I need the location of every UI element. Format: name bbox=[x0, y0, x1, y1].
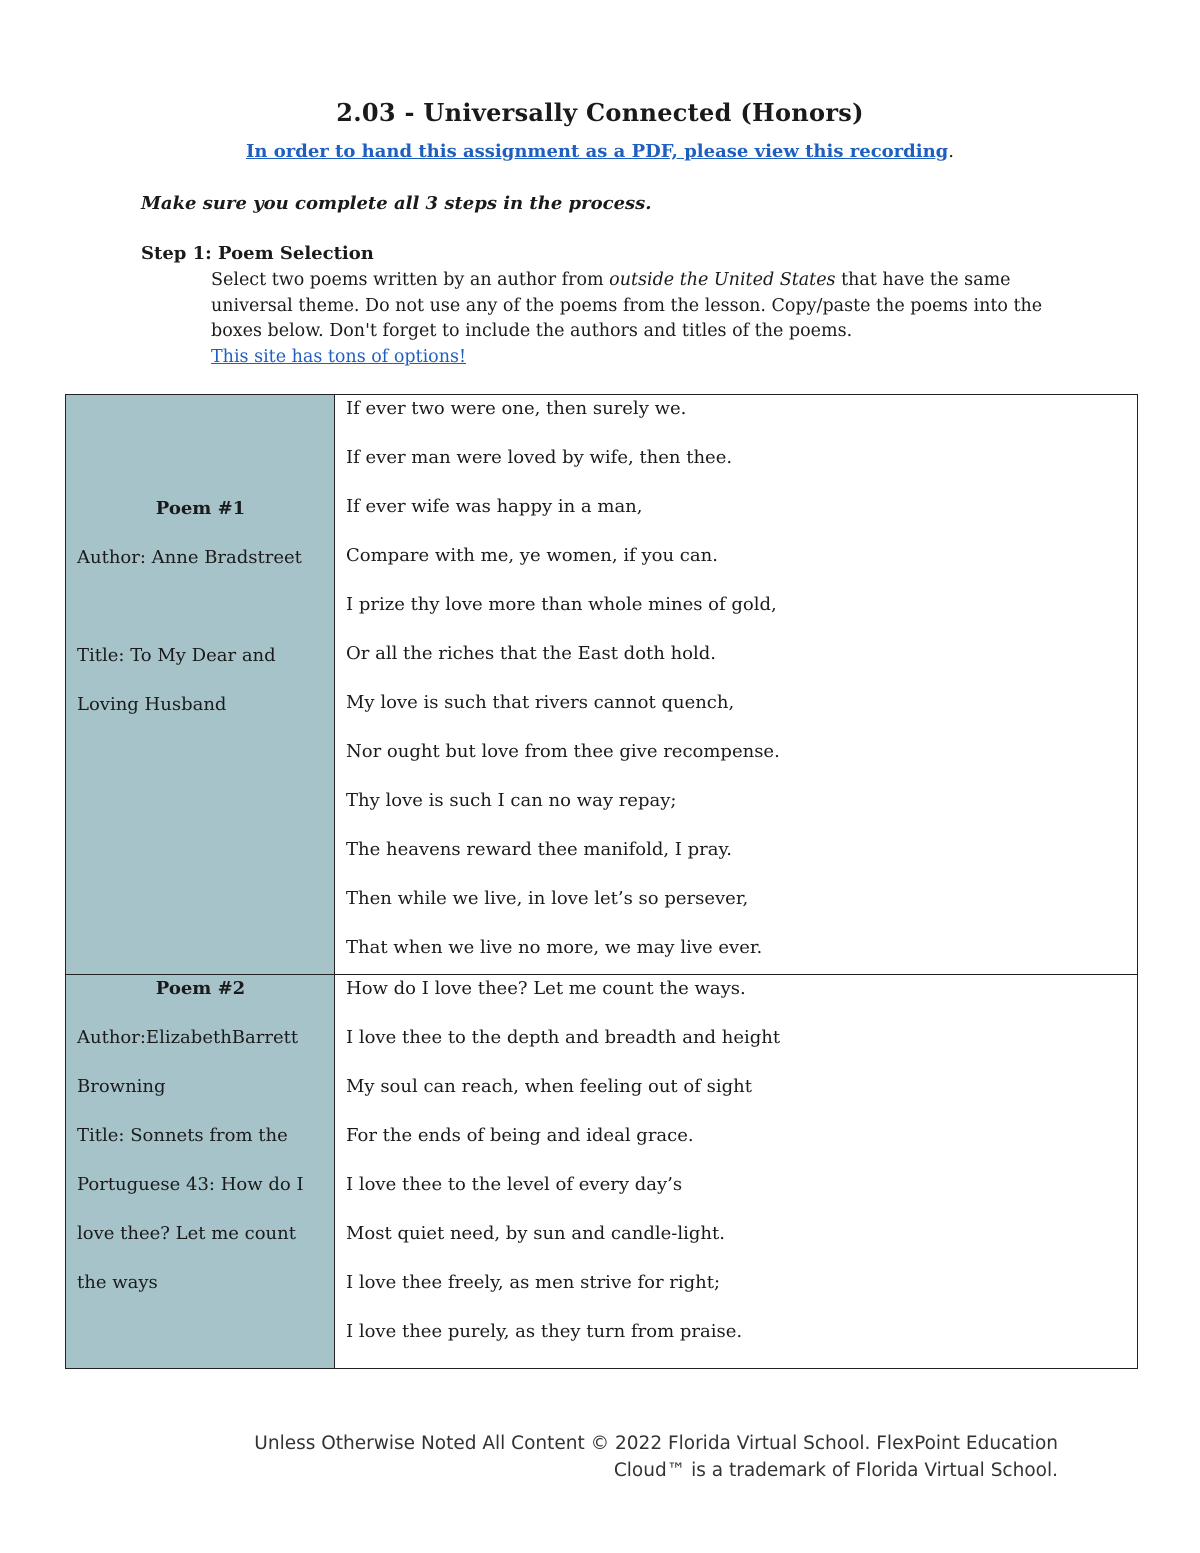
poem2-title-line1: Title: Sonnets from the bbox=[77, 1125, 288, 1146]
poem1-title-line1: Title: To My Dear and bbox=[77, 645, 276, 666]
page-title: 2.03 - Universally Connected (Honors) bbox=[336, 98, 864, 127]
blank-line bbox=[77, 582, 324, 631]
poem-line: Or all the riches that the East doth hold. bbox=[346, 643, 717, 664]
poem-line: Most quiet need, by sun and candle-light. bbox=[346, 1223, 725, 1244]
pdf-recording-link[interactable]: In order to hand this assignment as a PDF, please view this recording bbox=[246, 141, 949, 162]
poem-line: I love thee freely, as men strive for right; bbox=[346, 1272, 721, 1293]
poem-line: The heavens reward thee manifold, I pray. bbox=[346, 839, 732, 860]
poem2-title-line2: Portuguese 43: How do I bbox=[77, 1174, 304, 1195]
poem1-text-cell[interactable] bbox=[335, 395, 1138, 975]
poem1-label: Poem #1 bbox=[155, 498, 246, 519]
footer-line1: Unless Otherwise Noted All Content © 2022 Florida Virtual School. FlexPoint Education bbox=[254, 1433, 1058, 1454]
poem2-author-line1: Author:ElizabethBarrett bbox=[77, 1027, 299, 1048]
poem-line: I love thee to the level of every day’s bbox=[346, 1174, 683, 1195]
poem-line: If ever man were loved by wife, then thee. bbox=[346, 447, 733, 468]
poem-line: My love is such that rivers cannot quench, bbox=[346, 692, 735, 713]
step1-body bbox=[211, 268, 1091, 370]
poem-row-2 bbox=[66, 975, 1138, 1369]
poem2-author-line2: Browning bbox=[77, 1076, 166, 1097]
poem-line: My soul can reach, when feeling out of sight bbox=[346, 1076, 752, 1097]
step1-text-part2: that have the same universal theme. Do not use any of the poems from the lesson. Copy/paste the poems into the boxes below. Don't forget to include the authors and titles of the poems. bbox=[211, 270, 1043, 341]
poem2-title-line3: love thee? Let me count bbox=[77, 1223, 296, 1244]
pdf-instructions-line bbox=[0, 141, 1200, 162]
poem2-lines bbox=[335, 964, 1137, 1356]
poem-line: Thy love is such I can no way repay; bbox=[346, 790, 677, 811]
poem-line: I love thee to the depth and breadth and height bbox=[346, 1027, 781, 1048]
poem-line: Nor ought but love from thee give recompense. bbox=[346, 741, 780, 762]
poem-line: Compare with me, ye women, if you can. bbox=[346, 545, 718, 566]
poem1-info-cell bbox=[66, 395, 335, 975]
poem-line: How do I love thee? Let me count the ways. bbox=[346, 978, 746, 999]
poem-row-1 bbox=[66, 395, 1138, 975]
poem1-lines bbox=[335, 384, 1137, 974]
step1-description bbox=[211, 268, 1091, 345]
poem-line: Then while we live, in love let’s so persever, bbox=[346, 888, 749, 909]
poem1-author: Author: Anne Bradstreet bbox=[77, 547, 302, 568]
step1-text-italic: outside the United States bbox=[609, 270, 836, 290]
pdf-link-suffix: . bbox=[948, 141, 954, 162]
poem-line: If ever two were one, then surely we. bbox=[346, 398, 687, 419]
poem2-label: Poem #2 bbox=[155, 978, 246, 999]
step1-heading: Step 1: Poem Selection bbox=[141, 243, 374, 264]
poem-line: For the ends of being and ideal grace. bbox=[346, 1125, 694, 1146]
step1-text-part1: Select two poems written by an author from bbox=[211, 270, 610, 290]
steps-instruction: Make sure you complete all 3 steps in the process. bbox=[141, 193, 652, 214]
poem-line: I love thee purely, as they turn from praise. bbox=[346, 1321, 743, 1342]
poem1-title-line2: Loving Husband bbox=[77, 694, 227, 715]
poem2-text-cell[interactable] bbox=[335, 975, 1138, 1369]
poem-line: That when we live no more, we may live ever. bbox=[346, 937, 763, 958]
footer-line2: Cloud™ is a trademark of Florida Virtual School. bbox=[613, 1460, 1058, 1481]
poem-line: If ever wife was happy in a man, bbox=[346, 496, 643, 517]
poem-options-link[interactable]: This site has tons of options! bbox=[211, 346, 467, 367]
poem2-info-cell bbox=[66, 975, 335, 1369]
poem-table bbox=[65, 394, 1138, 1369]
poem-line: I prize thy love more than whole mines of gold, bbox=[346, 594, 777, 615]
copyright-footer bbox=[213, 1430, 1058, 1484]
poem2-title-line4: the ways bbox=[77, 1272, 158, 1293]
